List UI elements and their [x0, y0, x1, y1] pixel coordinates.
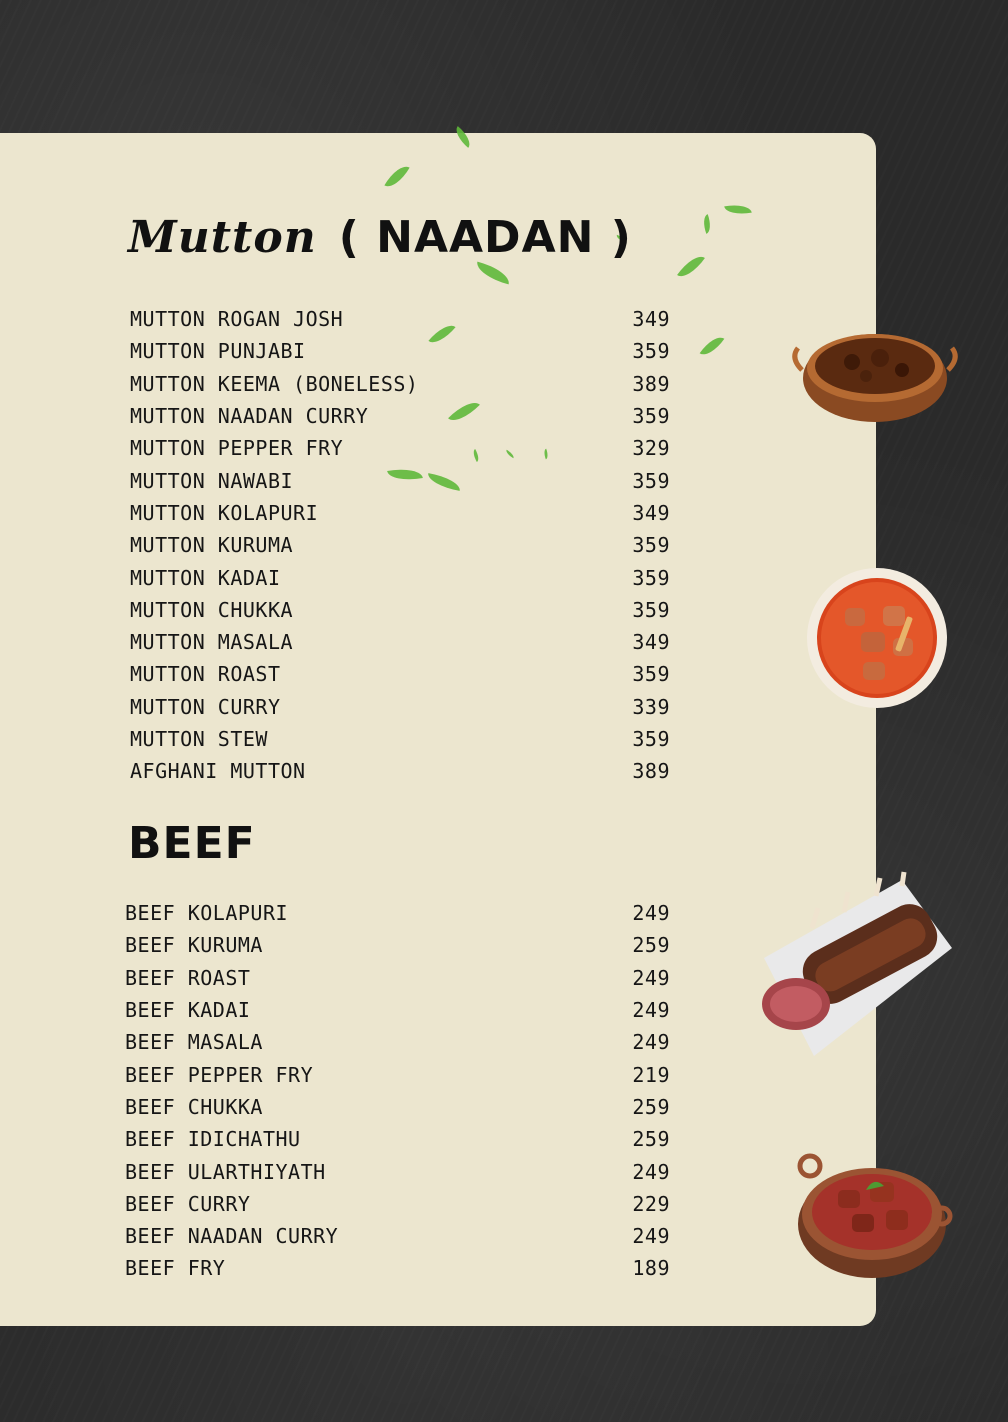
menu-item: [125, 897, 670, 929]
item-name: MUTTON KEEMA (BONELESS): [130, 371, 419, 396]
item-price: 359: [632, 565, 670, 590]
item-name: MUTTON ROGAN JOSH: [130, 307, 344, 332]
menu-item: [125, 929, 670, 961]
item-price: 339: [632, 694, 670, 719]
menu-item: [130, 755, 670, 787]
item-name: BEEF KADAI: [125, 998, 251, 1023]
item-name: BEEF MASALA: [125, 1030, 263, 1055]
item-price: 229: [632, 1191, 670, 1216]
item-name: AFGHANI MUTTON: [130, 759, 306, 784]
item-name: BEEF CHUKKA: [125, 1094, 263, 1119]
roast-rack-icon: [752, 868, 956, 1064]
item-price: 249: [632, 965, 670, 990]
item-price: 259: [632, 1094, 670, 1119]
item-price: 359: [632, 533, 670, 558]
item-name: MUTTON PUNJABI: [130, 339, 306, 364]
menu-item: [130, 594, 670, 626]
curry-bowl-icon: [790, 318, 960, 428]
mutton-menu-list: [130, 303, 670, 787]
item-price: 349: [632, 630, 670, 655]
item-price: 249: [632, 1159, 670, 1184]
menu-item: [125, 1058, 670, 1090]
item-price: 259: [632, 933, 670, 958]
item-price: 359: [632, 597, 670, 622]
menu-item: [130, 432, 670, 464]
item-price: 389: [632, 371, 670, 396]
item-name: MUTTON NAWABI: [130, 468, 294, 493]
item-price: 389: [632, 759, 670, 784]
menu-item: [130, 723, 670, 755]
menu-item: [125, 1220, 670, 1252]
menu-item: [130, 368, 670, 400]
menu-item: [125, 994, 670, 1026]
beef-section-title: BEEF: [128, 818, 256, 869]
item-name: BEEF KURUMA: [125, 933, 263, 958]
item-name: BEEF ULARTHIYATH: [125, 1159, 326, 1184]
menu-item: [130, 464, 670, 496]
menu-item: [130, 691, 670, 723]
item-name: MUTTON CURRY: [130, 694, 281, 719]
item-price: 249: [632, 1224, 670, 1249]
menu-item: [125, 1091, 670, 1123]
item-price: 329: [632, 436, 670, 461]
menu-item: [125, 1123, 670, 1155]
item-name: MUTTON KADAI: [130, 565, 281, 590]
item-price: 249: [632, 998, 670, 1023]
item-name: BEEF ROAST: [125, 965, 251, 990]
menu-item: [125, 1026, 670, 1058]
menu-item: [125, 1252, 670, 1284]
item-name: MUTTON NAADAN CURRY: [130, 404, 369, 429]
item-price: 349: [632, 307, 670, 332]
item-name: MUTTON ROAST: [130, 662, 281, 687]
curry-plate-icon: [805, 566, 949, 710]
item-price: 249: [632, 901, 670, 926]
menu-item: [130, 529, 670, 561]
item-name: MUTTON PEPPER FRY: [130, 436, 344, 461]
item-price: 259: [632, 1127, 670, 1152]
item-price: 359: [632, 727, 670, 751]
menu-item: [130, 335, 670, 367]
menu-item: [125, 1155, 670, 1187]
beef-curry-bowl-icon: [786, 1150, 958, 1282]
item-price: 219: [632, 1062, 670, 1087]
item-name: BEEF FRY: [125, 1256, 226, 1281]
item-name: BEEF CURRY: [125, 1191, 251, 1216]
item-name: MUTTON KOLAPURI: [130, 500, 319, 525]
menu-item: [130, 400, 670, 432]
menu-item: [130, 561, 670, 593]
item-price: 249: [632, 1030, 670, 1055]
item-name: BEEF IDICHATHU: [125, 1127, 301, 1152]
mutton-title-script: Mutton: [128, 212, 317, 263]
beef-menu-list: [125, 897, 670, 1285]
item-price: 359: [632, 468, 670, 493]
item-price: 189: [632, 1256, 670, 1281]
item-name: BEEF NAADAN CURRY: [125, 1224, 339, 1249]
item-name: MUTTON CHUKKA: [130, 597, 294, 622]
item-price: 359: [632, 339, 670, 364]
menu-item: [130, 497, 670, 529]
menu-item: [130, 658, 670, 690]
item-name: BEEF KOLAPURI: [125, 901, 289, 926]
item-name: BEEF PEPPER FRY: [125, 1062, 314, 1087]
item-name: MUTTON MASALA: [130, 630, 294, 655]
menu-item: [130, 303, 670, 335]
menu-item: [125, 1188, 670, 1220]
menu-item: [125, 962, 670, 994]
item-name: MUTTON STEW: [130, 727, 268, 751]
mutton-section-title: [128, 212, 632, 263]
item-price: 349: [632, 500, 670, 525]
item-name: MUTTON KURUMA: [130, 533, 294, 558]
mutton-title-rest: ( NAADAN ): [338, 212, 632, 263]
menu-item: [130, 626, 670, 658]
item-price: 359: [632, 662, 670, 687]
item-price: 359: [632, 404, 670, 429]
